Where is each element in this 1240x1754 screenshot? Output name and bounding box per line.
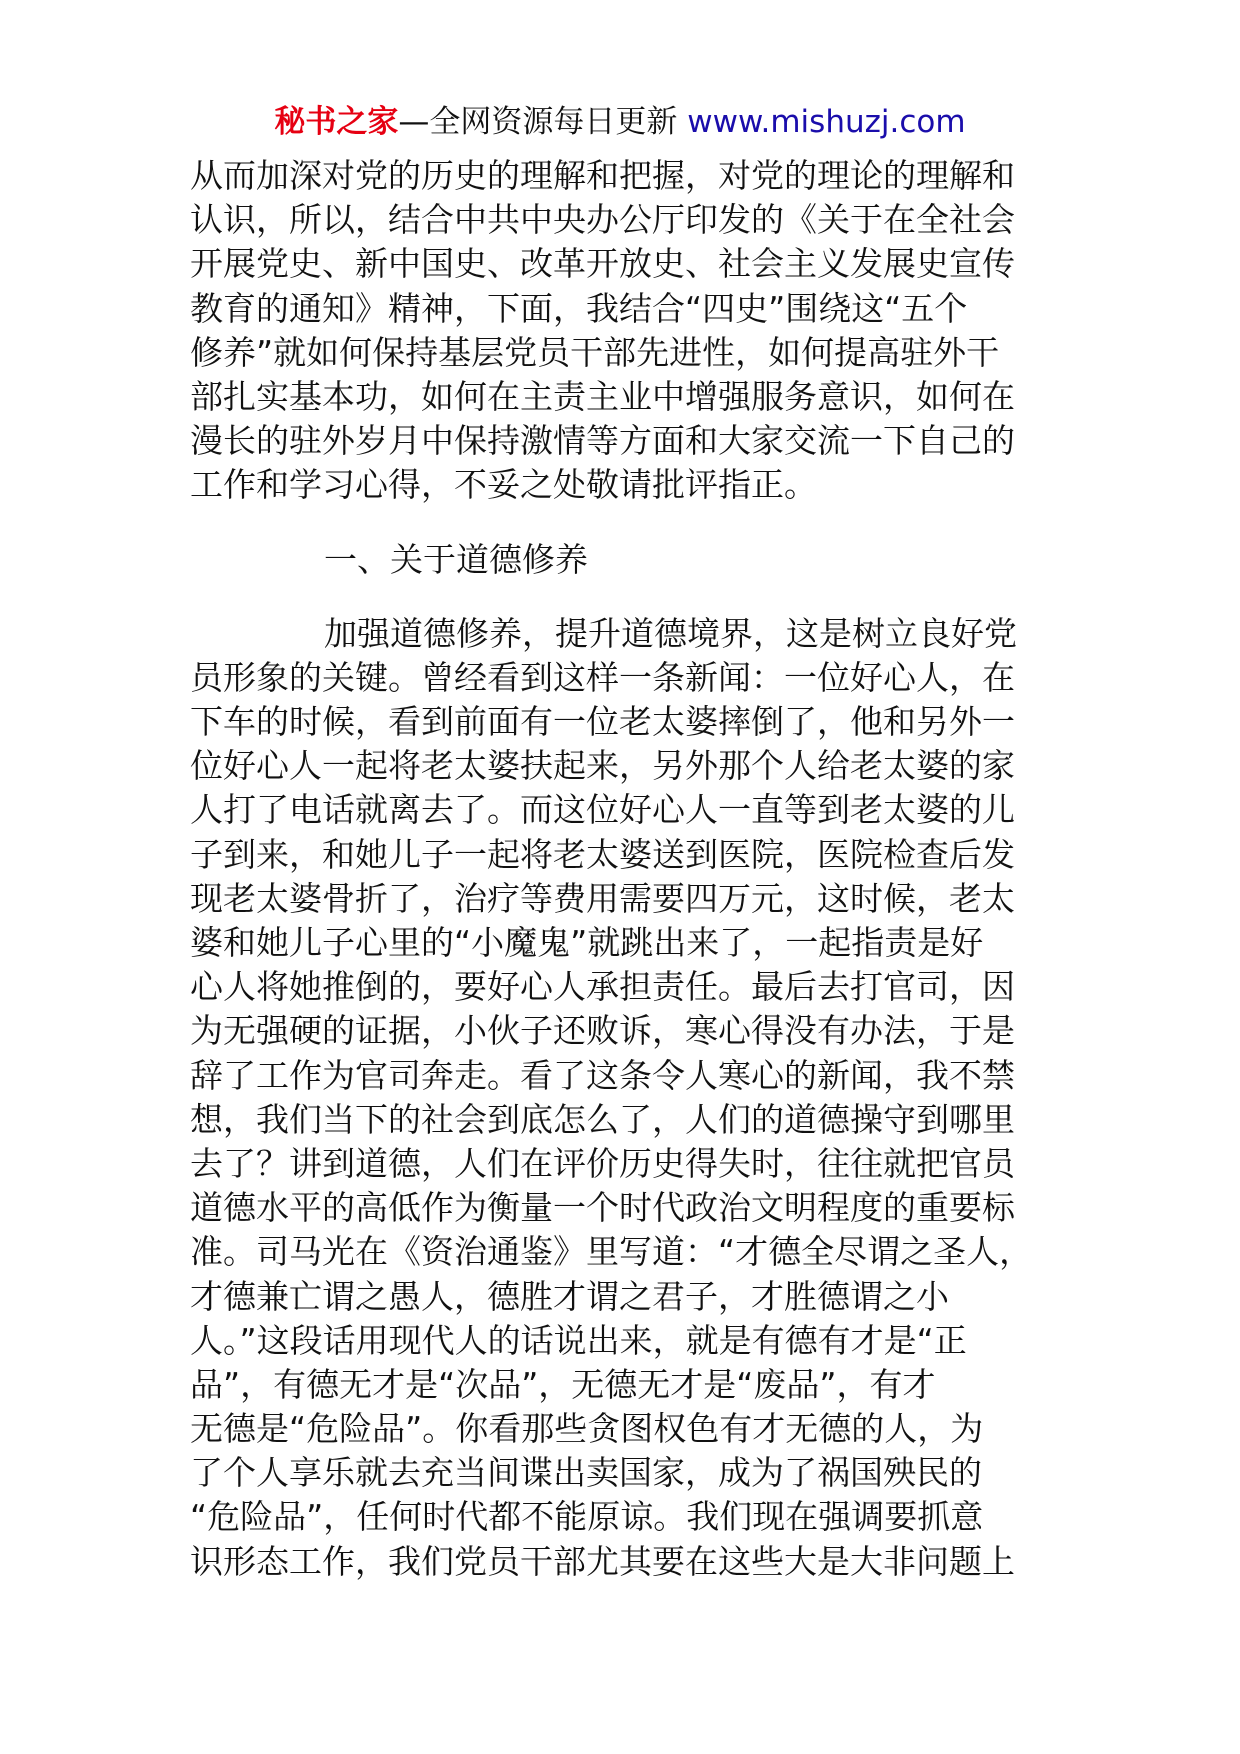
site-header (0, 100, 1240, 144)
text-line: “危险品”，任何时代都不能原谅。我们现在强调要抓意 (190, 1497, 984, 1537)
text-line: 婆和她儿子心里的“小魔鬼”就跳出来了，一起指责是好 (190, 923, 984, 962)
site-tagline: —全网资源每日更新 (398, 104, 678, 140)
text-line: 修养”就如何保持基层党员干部先进性，如何提高驻外干 (190, 332, 1000, 372)
text-line: 识形态工作，我们党员干部尤其要在这些大是大非问题上 (190, 1541, 1015, 1581)
text-line: 了个人享乐就去充当间谍出卖国家，成为了祸国殃民的 (190, 1453, 982, 1493)
text-line: 辞了工作为官司奔走。看了这条令人寒心的新闻，我不禁 (190, 1055, 1015, 1095)
paragraph-gap (190, 582, 1050, 612)
text-line: 下车的时候，看到前面有一位老太婆摔倒了，他和另外一 (190, 702, 1015, 742)
text-line: 从而加深对党的历史的理解和把握，对党的理论的理解和 (190, 156, 1015, 195)
text-line: 现老太婆骨折了，治疗等费用需要四万元，这时候，老太 (190, 878, 1015, 918)
text-line: 部扎实基本功，如何在主责主业中增强服务意识，如何在 (190, 376, 1015, 416)
text-line: 位好心人一起将老太婆扶起来，另外那个人给老太婆的家 (190, 746, 1015, 786)
text-line: 漫长的驻外岁月中保持激情等方面和大家交流一下自己的 (190, 421, 1015, 461)
text-line: 认识，所以，结合中共中央办公厅印发的《关于在全社会 (190, 200, 1015, 240)
text-line: 才德兼亡谓之愚人，德胜才谓之君子，才胜德谓之小 (190, 1276, 949, 1316)
text-line: 准。司马光在《资治通鉴》里写道：“才德全尽谓之圣人， (190, 1232, 1033, 1272)
text-line: 道德水平的高低作为衡量一个时代政治文明程度的重要标 (190, 1188, 1015, 1228)
text-line: 人。”这段话用现代人的话说出来，就是有德有才是“正 (190, 1320, 967, 1360)
text-line: 教育的通知》精神，下面，我结合“四史”围绕这“五个 (190, 288, 968, 328)
text-line: 为无强硬的证据，小伙子还败诉，寒心得没有办法，于是 (190, 1011, 1015, 1051)
text-line: 员形象的关键。曾经看到这样一条新闻：一位好心人，在 (190, 657, 1015, 697)
text-line: 工作和学习心得，不妥之处敬请批评指正。 (190, 465, 817, 505)
text-line: 无德是“危险品”。你看那些贪图权色有才无德的人，为 (190, 1409, 984, 1449)
text-line: 想，我们当下的社会到底怎么了，人们的道德操守到哪里 (190, 1099, 1015, 1139)
paragraph-gap (190, 508, 1050, 538)
site-brand: 秘书之家 (274, 104, 399, 140)
text-line: 品”，有德无才是“次品”，无德无才是“废品”，有才 (190, 1364, 936, 1404)
text-line: 去了？讲到道德，人们在评价历史得失时，往往就把官员 (190, 1143, 1015, 1183)
text-line: 加强道德修养，提升道德境界，这是树立良好党 (324, 613, 1017, 653)
text-line: 开展党史、新中国史、改革开放史、社会主义发展史宣传 (190, 244, 1015, 284)
text-line: 人打了电话就离去了。而这位好心人一直等到老太婆的儿 (190, 790, 1015, 830)
document-body (190, 154, 1050, 1584)
section-heading: 一、关于道德修养 (324, 539, 588, 579)
text-line: 心人将她推倒的，要好心人承担责任。最后去打官司，因 (190, 967, 1015, 1007)
text-line: 子到来，和她儿子一起将老太婆送到医院，医院检查后发 (190, 834, 1015, 874)
site-url-link[interactable]: www.mishuzj.com (687, 104, 966, 140)
